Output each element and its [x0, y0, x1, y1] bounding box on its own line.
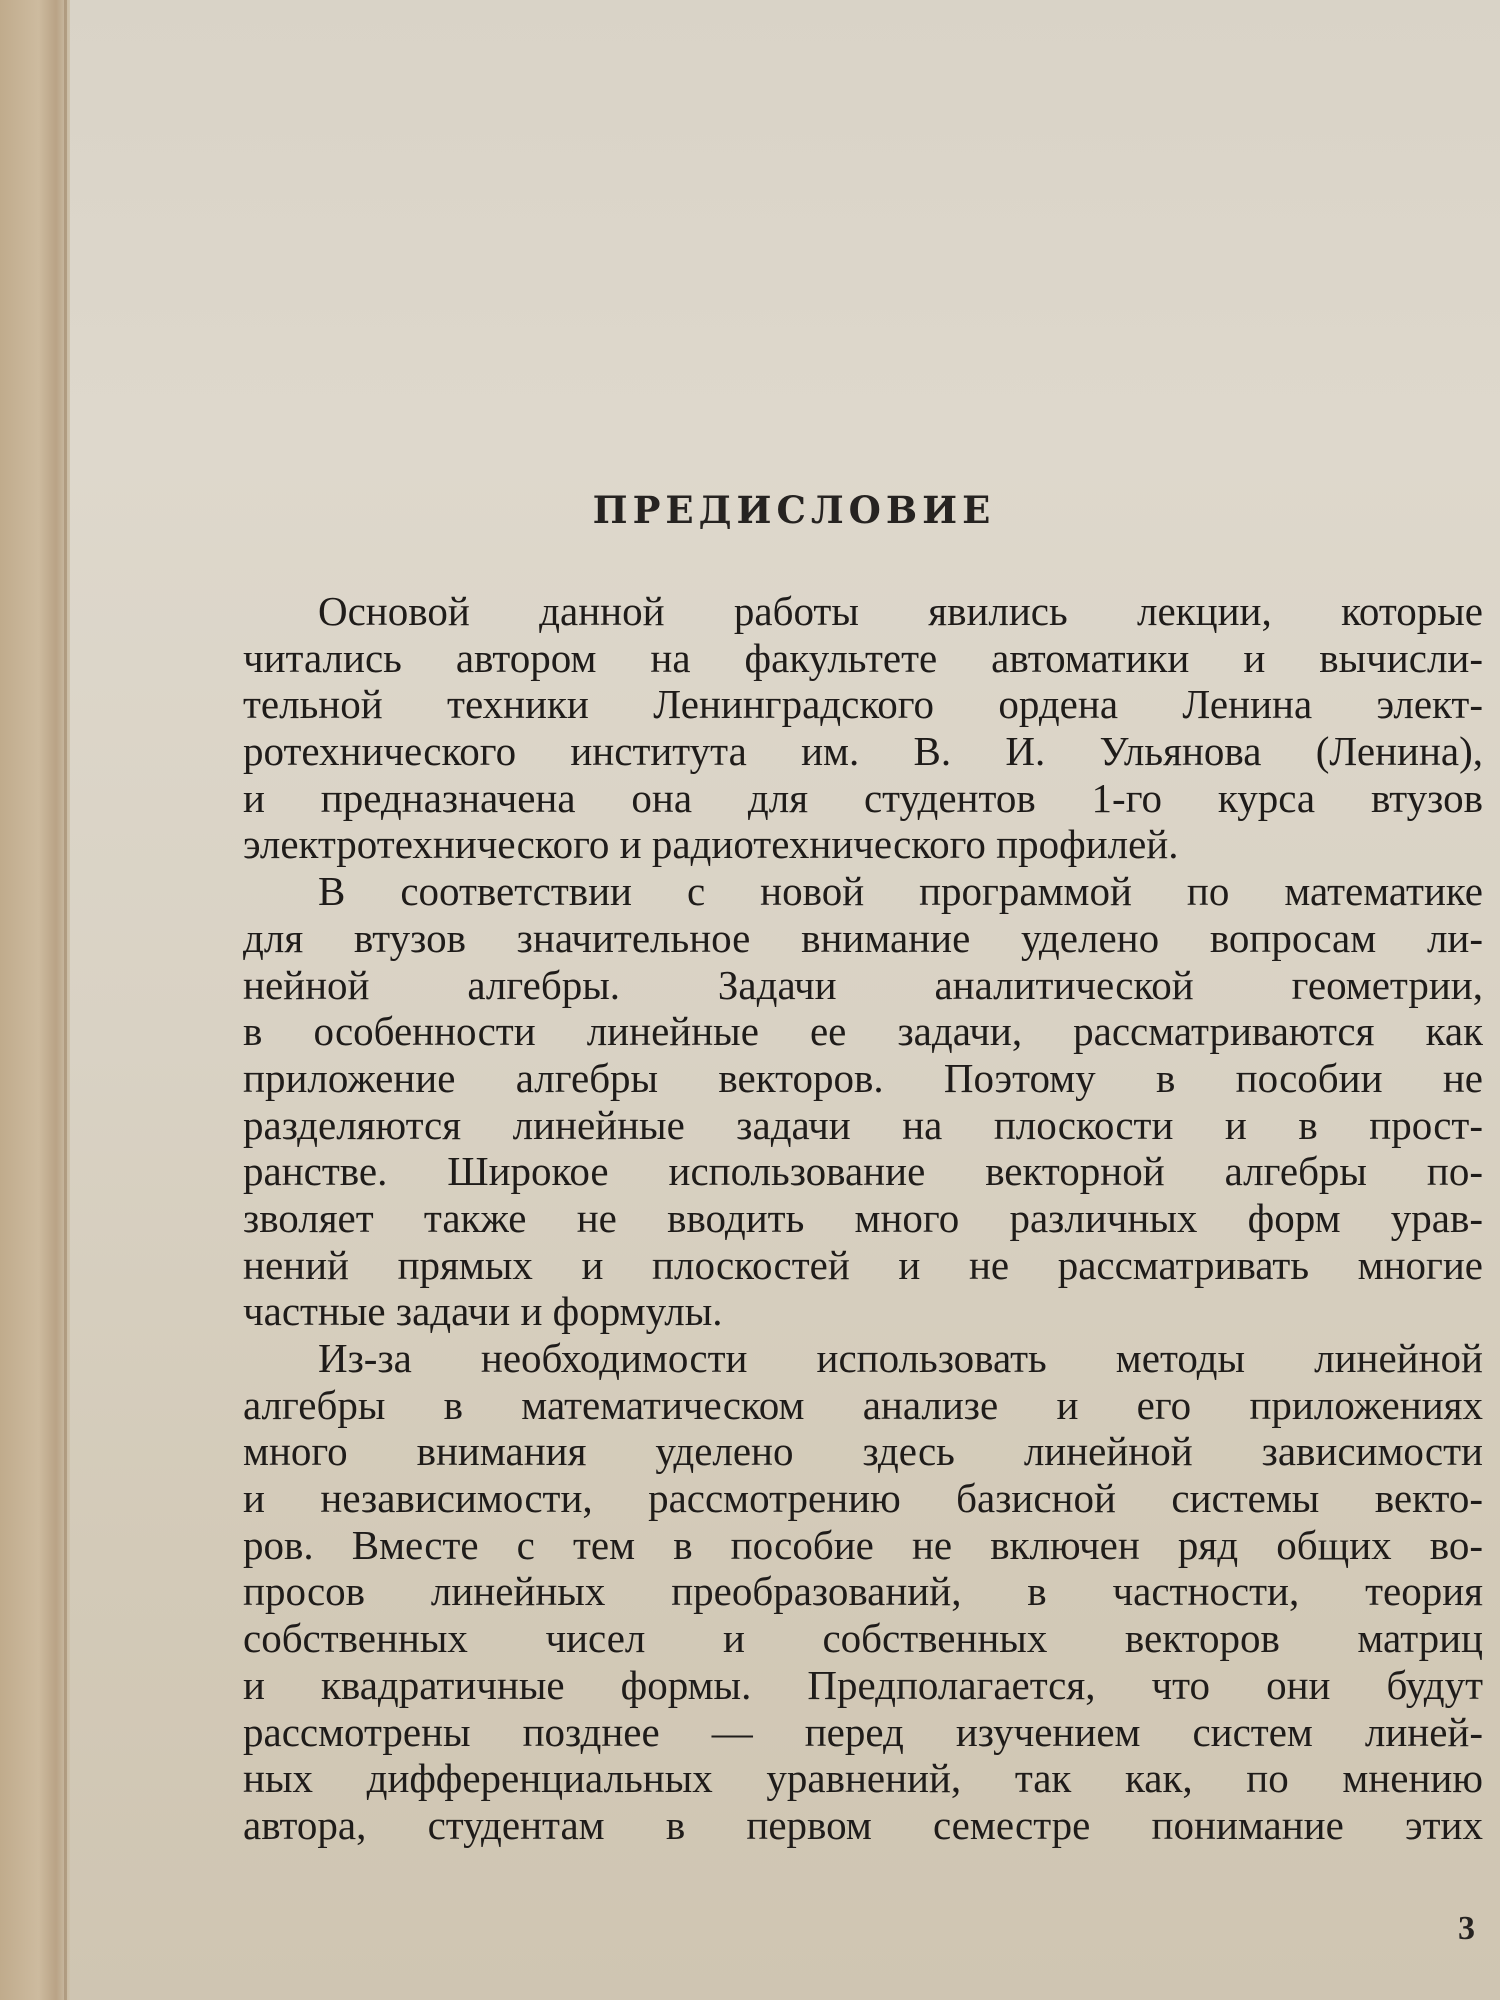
- text-line: для втузов значительное внимание уделено вопросам ли-: [243, 914, 1483, 961]
- text-line: Основой данной работы явились лекции, которые: [318, 588, 1483, 634]
- text-line: разделяются линейные задачи на плоскости и в прост-: [243, 1101, 1483, 1148]
- preface-body: [243, 588, 1483, 1849]
- text-line: ротехнического института им. В. И. Ульянова (Ленина),: [243, 728, 1483, 775]
- text-line: алгебры в математическом анализе и его приложениях: [243, 1381, 1483, 1428]
- text-line: зволяет также не вводить много различных форм урав-: [243, 1194, 1483, 1241]
- text-line: частные задачи и формулы.: [243, 1288, 723, 1335]
- preface-heading: ПРЕДИСЛОВИЕ: [592, 488, 996, 532]
- text-line: и предназначена она для студентов 1-го курса втузов: [243, 774, 1483, 821]
- text-line: в особенности линейные ее задачи, рассматриваются как: [243, 1008, 1483, 1055]
- text-line: нений прямых и плоскостей и не рассматривать многие: [243, 1241, 1483, 1288]
- text-line: Из-за необходимости использовать методы линейной: [318, 1335, 1483, 1381]
- text-line: и независимости, рассмотрению базисной системы векто-: [243, 1475, 1483, 1522]
- text-line: рассмотрены позднее — перед изучением систем линей-: [243, 1708, 1483, 1755]
- text-line: ров. Вместе с тем в пособие не включен ряд общих во-: [243, 1521, 1483, 1568]
- text-line: собственных чисел и собственных векторов матриц: [243, 1615, 1483, 1662]
- text-line: нейной алгебры. Задачи аналитической геометрии,: [243, 961, 1483, 1008]
- text-line: тельной техники Ленинградского ордена Ленина элект-: [243, 681, 1483, 728]
- gutter-edge: [64, 0, 67, 2000]
- text-line: читались автором на факультете автоматики и вычисли-: [243, 634, 1483, 681]
- text-line: автора, студентам в первом семестре понимание этих: [243, 1801, 1483, 1848]
- text-line: и квадратичные формы. Предполагается, что они будут: [243, 1661, 1483, 1708]
- text-line: электротехнического и радиотехнического профилей.: [243, 821, 1179, 868]
- book-page: [70, 0, 1500, 2000]
- page-number: 3: [1458, 1910, 1475, 1947]
- text-line: приложение алгебры векторов. Поэтому в пособии не: [243, 1054, 1483, 1101]
- page-gutter: [0, 0, 70, 2000]
- text-line: В соответствии с новой программой по математике: [318, 868, 1483, 915]
- text-line: ных дифференциальных уравнений, так как, по мнению: [243, 1755, 1483, 1802]
- text-line: ранстве. Широкое использование векторной алгебры по-: [243, 1148, 1483, 1195]
- text-line: много внимания уделено здесь линейной зависимости: [243, 1428, 1483, 1475]
- text-line: просов линейных преобразований, в частности, теория: [243, 1568, 1483, 1615]
